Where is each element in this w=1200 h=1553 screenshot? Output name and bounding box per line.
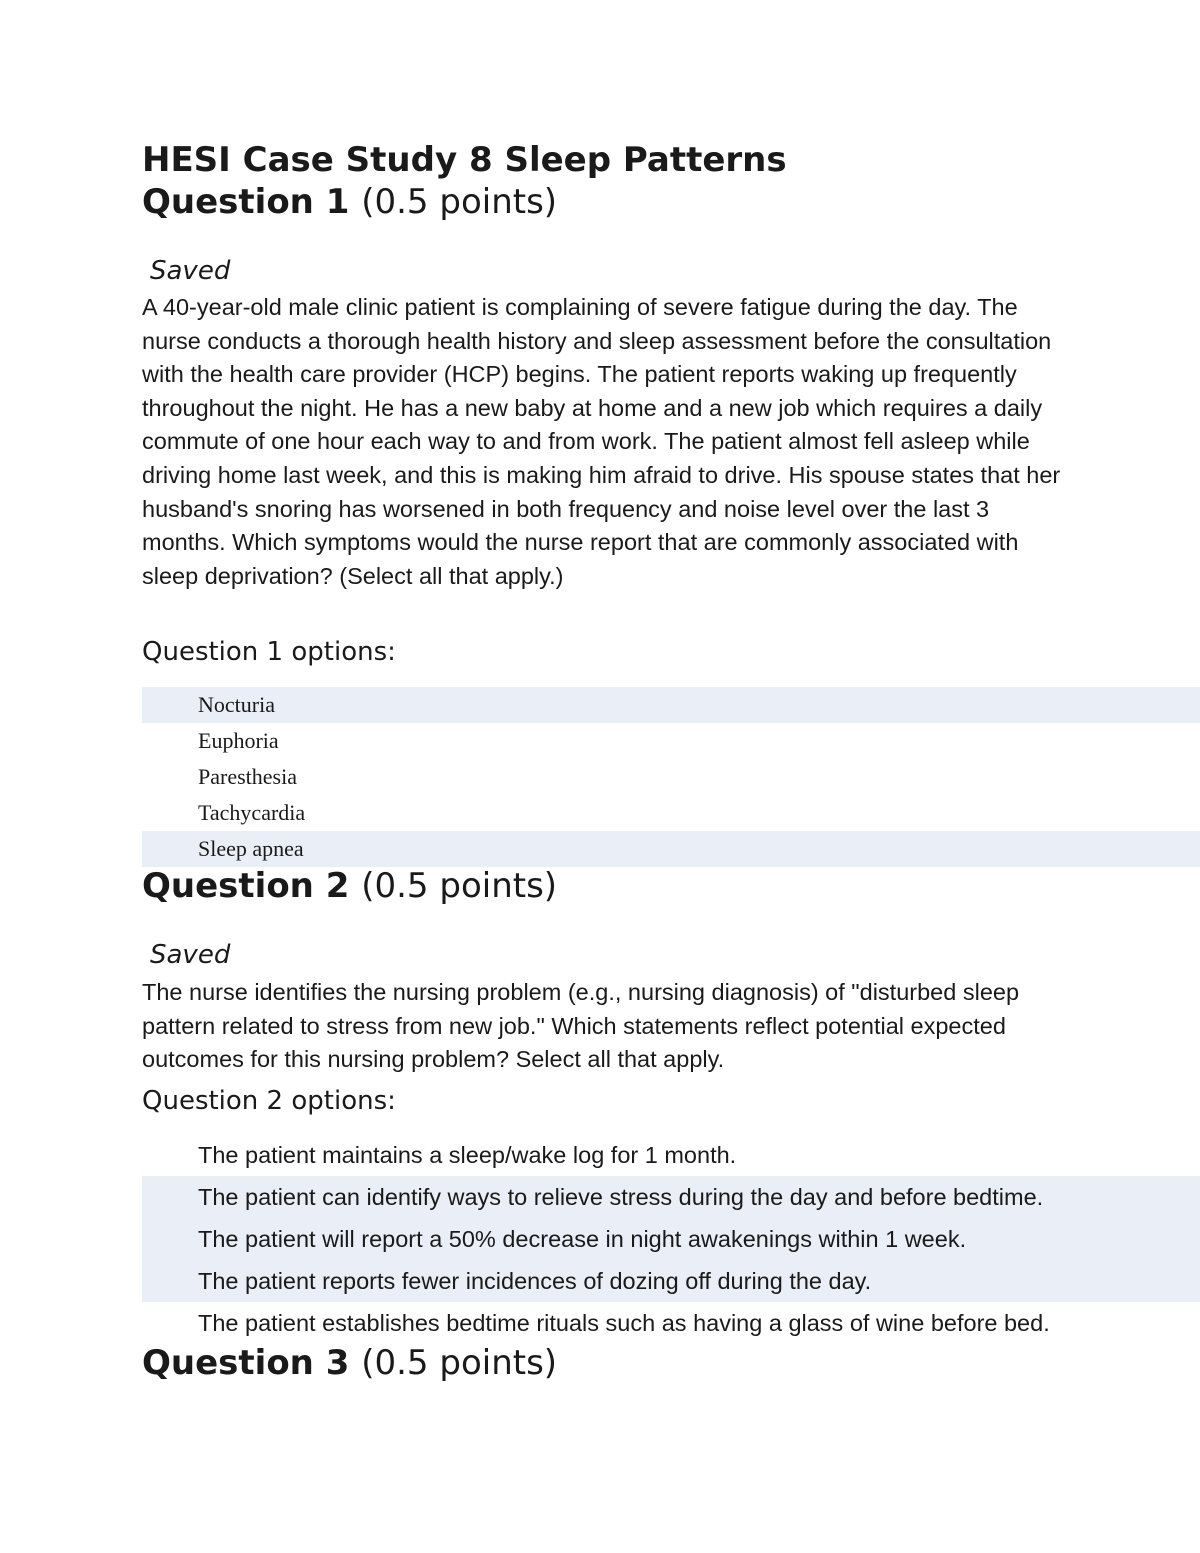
question-1-option-nocturia[interactable]: Nocturia bbox=[142, 687, 1200, 723]
question-1-prompt: A 40-year-old male clinic patient is complaining of severe fatigue during the day. The nurse conducts a thorough health history and sleep assessment before the consultation with the health care provider (HCP) begins. The patient reports waking up frequently throughout the night. He has a new baby at home and a new job which requires a daily commute of one hour each way to and from work. The patient almost fell asleep while driving home last week, and this is making him afraid to drive. His spouse states that her husband's snoring has worsened in both frequency and noise level over the last 3 months. Which symptoms would the nurse report that are commonly associated with sleep deprivation? (Select all that apply.) bbox=[142, 294, 1061, 589]
question-1-option-euphoria[interactable]: Euphoria bbox=[198, 728, 279, 753]
question-2-option-relieve-stress[interactable]: The patient can identify ways to relieve stress during the day and before bedtime. bbox=[142, 1176, 1200, 1218]
question-3-points: (0.5 points) bbox=[361, 1343, 558, 1383]
question-2-option-dozing-off[interactable]: The patient reports fewer incidences of dozing off during the day. bbox=[142, 1260, 1200, 1302]
question-3-label: Question 3 bbox=[142, 1343, 350, 1383]
question-2-prompt: The nurse identifies the nursing problem (e.g., nursing diagnosis) of "disturbed sleep pattern related to stress from new job." Which statements reflect potential expected outcomes for this nursing problem? Select all that apply. bbox=[142, 979, 1020, 1073]
question-1-option-tachycardia[interactable]: Tachycardia bbox=[198, 800, 306, 825]
document-title: HESI Case Study 8 Sleep Patterns bbox=[142, 140, 787, 180]
question-2-option-bedtime-rituals[interactable]: The patient establishes bedtime rituals such as having a glass of wine before bed. bbox=[198, 1310, 1050, 1336]
question-2-saved-status: Saved bbox=[150, 940, 231, 970]
question-2-points: (0.5 points) bbox=[361, 866, 558, 906]
question-1-saved-status: Saved bbox=[150, 256, 231, 286]
question-2-label: Question 2 bbox=[142, 866, 350, 906]
question-2-heading bbox=[142, 866, 557, 906]
question-2-option-night-awakenings[interactable]: The patient will report a 50% decrease in night awakenings within 1 week. bbox=[142, 1218, 1200, 1260]
question-3-heading bbox=[142, 1343, 557, 1383]
question-1-option-sleep-apnea[interactable]: Sleep apnea bbox=[142, 831, 1200, 867]
question-1-options-label: Question 1 options: bbox=[142, 637, 396, 667]
question-1-heading bbox=[142, 182, 557, 222]
question-1-points: (0.5 points) bbox=[361, 182, 558, 222]
question-1-option-paresthesia[interactable]: Paresthesia bbox=[198, 764, 297, 789]
question-1-label: Question 1 bbox=[142, 182, 350, 222]
question-2-options-label: Question 2 options: bbox=[142, 1086, 396, 1116]
question-2-option-sleep-log[interactable]: The patient maintains a sleep/wake log for 1 month. bbox=[198, 1142, 737, 1168]
